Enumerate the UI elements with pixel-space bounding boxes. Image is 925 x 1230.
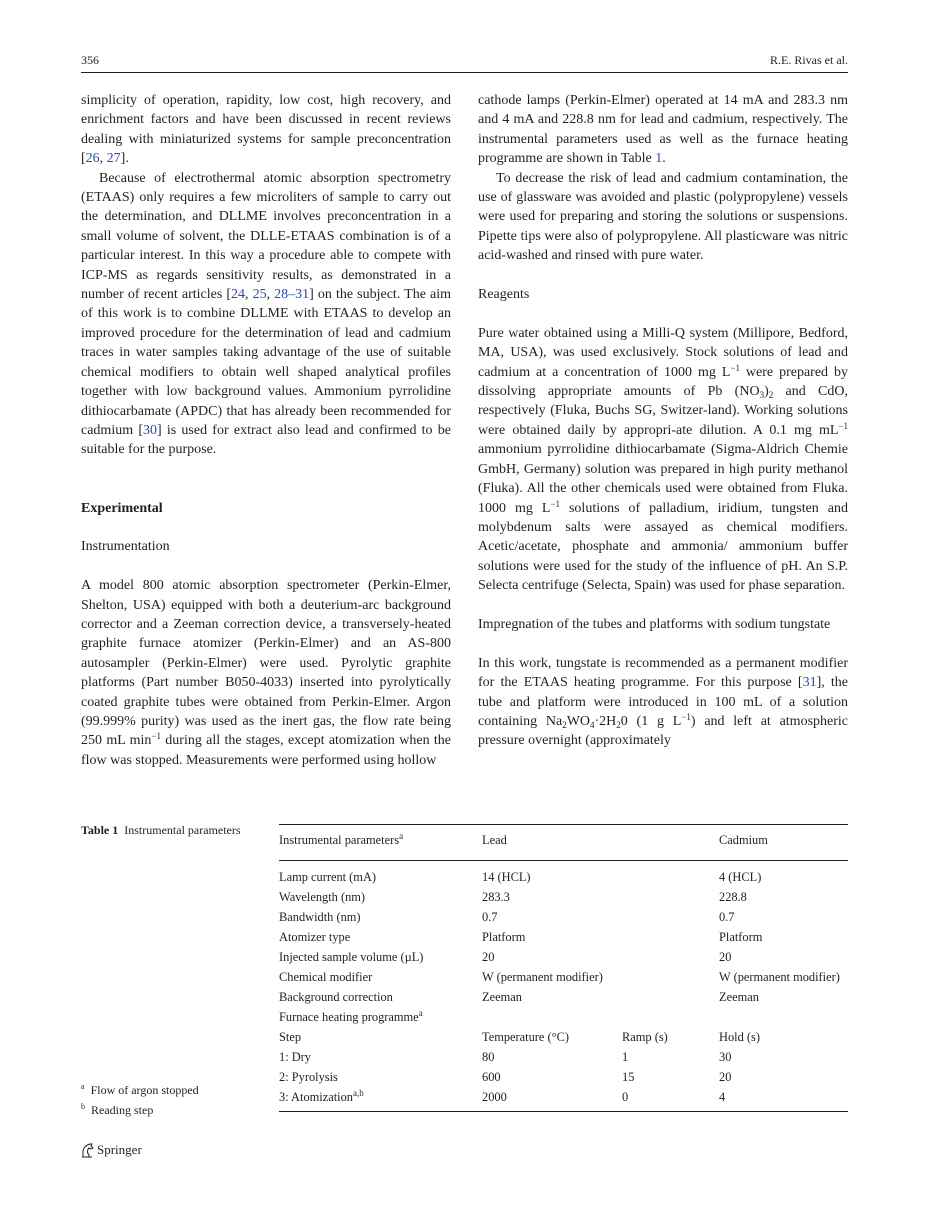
cell-hold: 30 [719,1050,732,1064]
cell-hold: 20 [719,1070,732,1084]
cell-lead: 14 (HCL) [482,870,531,884]
subsection-heading-impregnation: Impregnation of the tubes and platforms with sodium tungstate [478,616,831,632]
table-header-rule [279,860,848,861]
running-header [81,52,848,73]
cell-param: Wavelength (nm) [279,890,366,904]
header-param: Instrumental parameters$^a$ [279,831,404,847]
cell-param: Furnace heating programme$^a$ [279,1008,423,1024]
springer-horse-icon [81,1143,94,1158]
cell-param: Bandwidth (nm) [279,910,361,924]
cell-ramp: 15 [622,1070,635,1084]
table-row [279,930,848,950]
cell-param: Background correction [279,990,393,1004]
table-row [279,950,848,970]
left-column [81,91,451,770]
cell-step: 1: Dry [279,1050,312,1064]
running-authors: R.E. Rivas et al. [770,53,848,67]
section-heading-experimental: Experimental [81,500,163,516]
cell-temp: 2000 [482,1090,507,1104]
cell-step-header: Step [279,1030,302,1044]
table-row-program-step [279,1050,848,1070]
citation-link[interactable]: 26 [85,151,100,167]
cell-hold: 4 [719,1090,726,1104]
table-footnotes [81,1080,271,1120]
cell-cadmium: W (permanent modifier) [719,970,840,984]
table-row-program-step [279,1090,848,1110]
paragraph-tungstate: In this work, tungstate is recommended as a permanent modifier for the ETAAS heating programme. For this purpose [31], the tube and platform were introduced in 100 mL of a solution containing $Na_2WO_4\cdot 2H_20$ (1 g $L^{-1}$) and left at atmospheric pressure overnight (approximately [478,655,849,749]
cell-step: 3: Atomization$^{a,b}$ [279,1088,364,1104]
table-footnote: $^b$ Reading step [81,1102,154,1117]
table-footnote: $^a$ Flow of argon stopped [81,1082,199,1097]
table-row [279,890,848,910]
table-link[interactable]: 1 [655,151,663,167]
cell-lead: 0.7 [482,910,498,924]
paragraph-etaas: Because of electrothermal atomic absorption spectrometry (ETAAS) only requires a few microliters of sample to carry out the determination, and DLLME involves preconcentration in a small volume of solvent, the DLLE-ETAAS combination is of a particular interest. In this way a procedure able to compete with ICP-MS as regards sensitivity results, as demonstrated in a number of recent articles [24, 25, 28–31] on the subject. The aim of this work is to combine DLLME with ETAAS to develop an improved procedure for the determination of lead and cadmium traces in water samples taking advantage of the use of suitable chemical modifiers to obtain well shaped analytical profiles together with low background values. Ammonium pyrrolidine dithiocarbamate (APDC) that has already been recommended for cadmium [30] is used for extract also lead and confirmed to be suitable for the purpose. [81,170,451,458]
header-cadmium: Cadmium [719,833,768,847]
table-caption-label: Table 1 [81,823,119,837]
paragraph-lamps: cathode lamps (Perkin-Elmer) operated at 14 mA and 283.3 nm and 4 mA and 228.8 nm for lead and cadmium, respectively. The instrumental parameters used as well as the furnace heating programme are shown in Table 1. [478,93,848,167]
cell-lead: Zeeman [482,990,522,1004]
cell-lead: 20 [482,950,495,964]
page-number: 356 [81,53,99,67]
table-row [279,970,848,990]
citation-link[interactable]: 28–31 [274,287,310,303]
subsection-heading-reagents: Reagents [478,287,530,303]
cell-temp-header: Temperature (°C) [482,1030,569,1044]
cell-hold-header: Hold (s) [719,1030,760,1044]
citation-link[interactable]: 24 [231,287,246,303]
cell-cadmium: 4 (HCL) [719,870,762,884]
citation-link[interactable]: 25 [252,287,267,303]
table-caption-text: Instrumental parameters [124,823,241,837]
citation-link[interactable]: 27 [106,151,121,167]
cell-param: Lamp current (mA) [279,870,377,884]
cell-param: Chemical modifier [279,970,373,984]
table-header-row [279,833,848,853]
cell-param: Injected sample volume (µL) [279,950,424,964]
cell-lead: W (permanent modifier) [482,970,603,984]
cell-ramp-header: Ramp (s) [622,1030,668,1044]
paragraph-instrumentation: A model 800 atomic absorption spectrometer (Perkin-Elmer, Shelton, USA) equipped with both a deuterium-arc background corrector and a Zeeman correction device, a transversely-heated graphite furnace atomizer (Perkin-Elmer) and an AS-800 autosampler (Perkin-Elmer) were used. Pyrolytic graphite platforms (Part number B050-4033) inserted into pyrolytically coated graphite tubes were obtained from Perkin-Elmer. Argon (99.999% purity) was used as the inert gas, the flow rate being 250 mL $\min^{-1}$ during all the stages, except atomization when the flow was stopped. Measurements were performed using hollow [81,578,452,768]
table-row-furnace-label [279,1010,848,1030]
citation-link[interactable]: 30 [142,422,157,438]
page [81,0,848,1230]
paragraph-contamination: To decrease the risk of lead and cadmium contamination, the use of glassware was avoided and plastic (polypropylene) vessels were used for preparing and storing the solutions or suspensions. Pipette tips were also of polypropylene. All plasticware was nitric acid-washed and rinsed with pure water. [478,170,848,264]
cell-cadmium: 0.7 [719,910,735,924]
cell-param: Atomizer type [279,930,351,944]
cell-lead: 283.3 [482,890,510,904]
right-column [478,91,848,751]
paragraph-intro-end: simplicity of operation, rapidity, low cost, high recovery, and enrichment factors and have been discussed in recent reviews dealing with miniaturized systems for sample preconcentration [26, 27]. [81,93,451,167]
table-row [279,870,848,890]
cell-cadmium: Platform [719,930,763,944]
cell-cadmium: 228.8 [719,890,747,904]
table-row [279,990,848,1010]
header-lead: Lead [482,833,507,847]
paragraph-reagents: Pure water obtained using a Milli-Q system (Millipore, Bedford, MA, USA), was used exclusively. Stock solutions of lead and cadmium at a concentration of 1000 mg $L^{-1}$ were prepared by dissolving appropriate amounts of Pb $(NO_3)_2$ and CdO, respectively (Fluka, Buchs SG, Switzer-land). Working solutions were obtained daily by appropri-ate dilution. A 0.1 mg $mL^{-1}$ ammonium pyrrolidine dithiocarbamate (Sigma-Aldrich Chemie GmbH, Germany) solution was prepared in high purity methanol (Fluka). All the other chemicals used were obtained from Fluka. 1000 mg $L^{-1}$ solutions of palladium, iridium, tungsten and molybdenum salts were assayed as chemical modifiers. Acetic/acetate, phosphate and ammonia/ ammonium buffer solutions were used for the study of the influence of pH. An S.P. Selecta centrifuge (Selecta, Spain) was used for phase separation. [478,325,848,594]
table-bottom-rule [279,1111,848,1112]
citation-link[interactable]: 31 [802,675,817,691]
table-row-program-header [279,1030,848,1050]
cell-step: 2: Pyrolysis [279,1070,338,1084]
table-row-program-step [279,1070,848,1090]
table-top-rule [279,824,848,825]
springer-wordmark: Springer [97,1142,142,1157]
cell-temp: 80 [482,1050,495,1064]
table-caption [81,822,261,838]
cell-ramp: 0 [622,1090,629,1104]
cell-temp: 600 [482,1070,501,1084]
table-row [279,910,848,930]
subsection-heading-instrumentation: Instrumentation [81,539,170,555]
cell-cadmium: Zeeman [719,990,759,1004]
cell-ramp: 1 [622,1050,629,1064]
cell-lead: Platform [482,930,526,944]
cell-cadmium: 20 [719,950,732,964]
